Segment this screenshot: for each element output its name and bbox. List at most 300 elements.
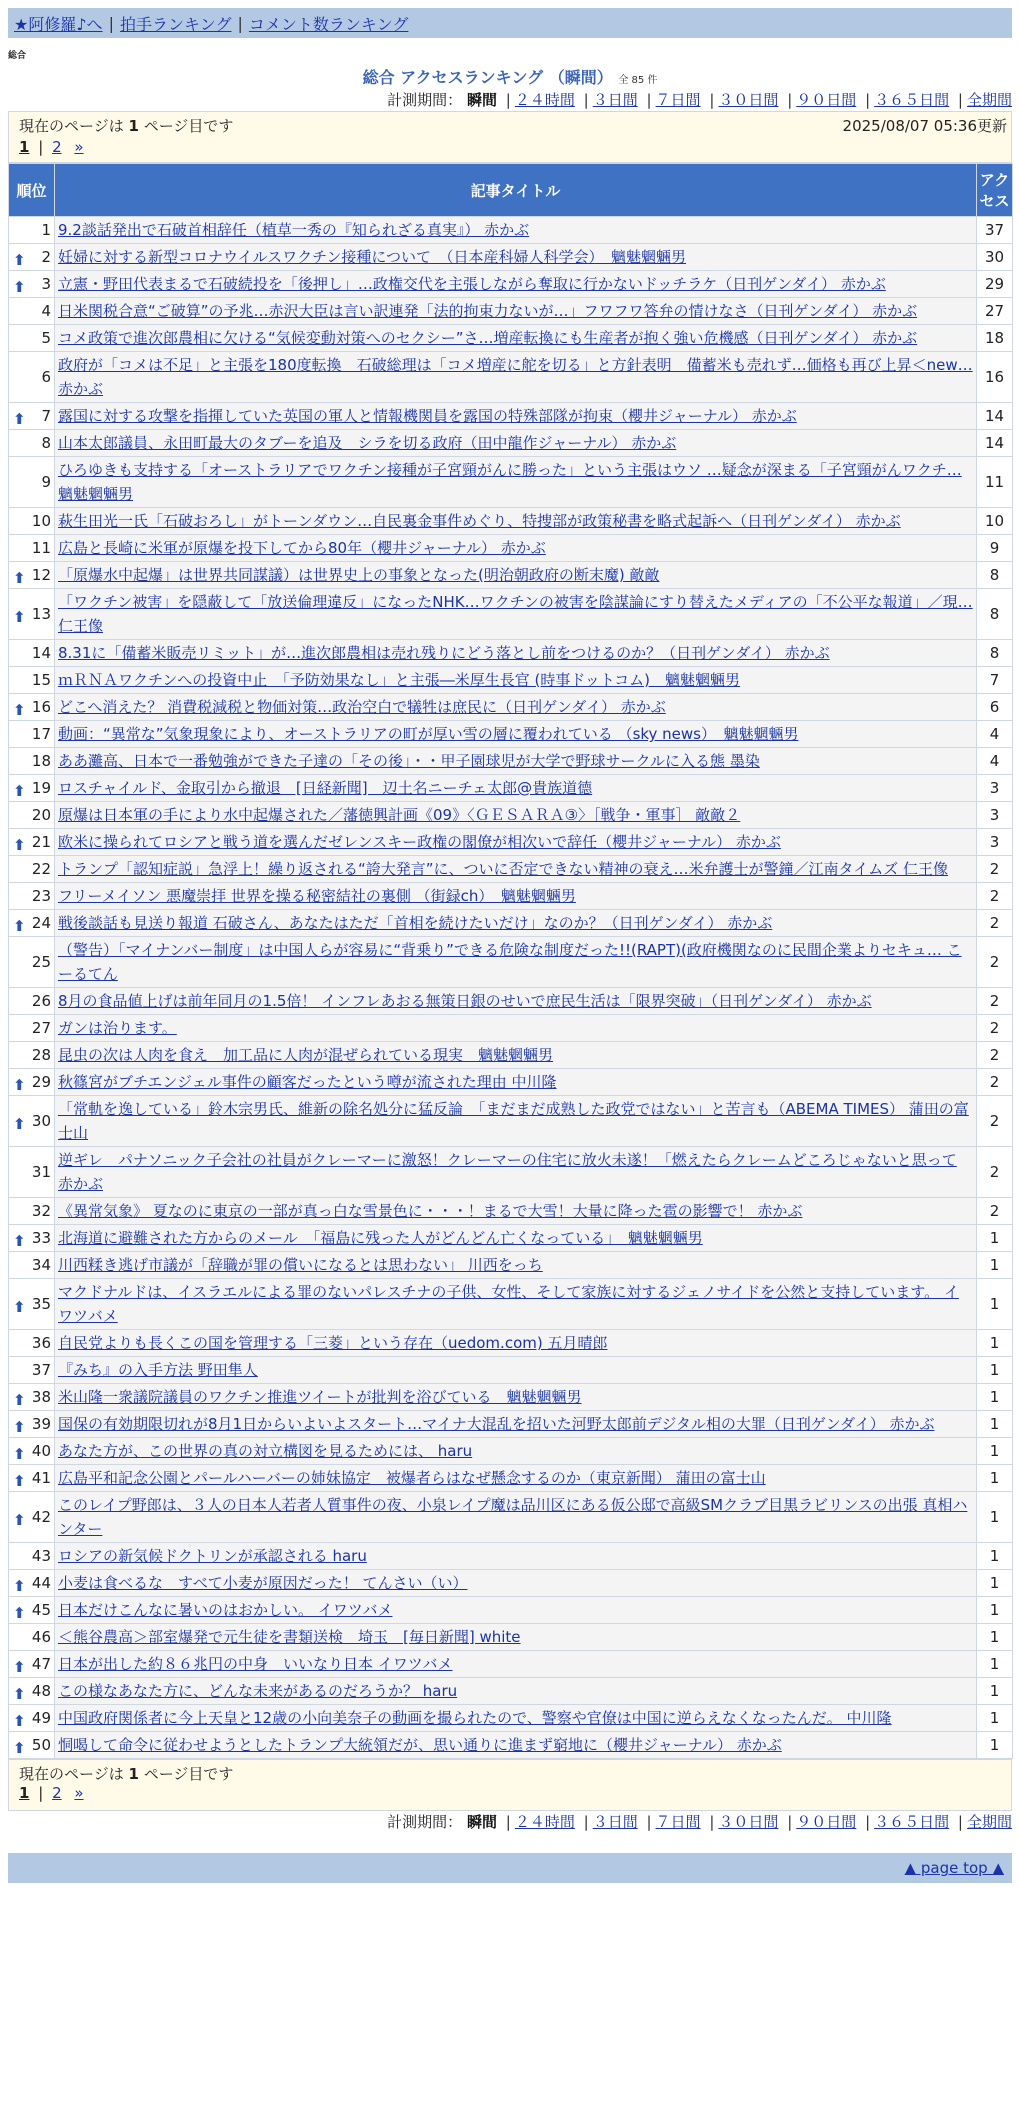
table-row [9, 217, 1013, 244]
article-link[interactable]: 小麦は食べるな すべて小麦が原因だった！ てんさい（い） [58, 1574, 468, 1592]
rank-cell [9, 829, 55, 856]
rank-cell [9, 748, 55, 775]
article-link[interactable]: 日米関税合意“ご破算”の予兆…赤沢大臣は言い訳連発「法的拘束力ないが…」フワフワ答弁の情けなさ（日刊ゲンダイ） 赤かぶ [58, 302, 918, 320]
rank-cell [9, 856, 55, 883]
access-count: 8 [977, 589, 1013, 640]
title-cell [55, 244, 977, 271]
rank-cell [9, 271, 55, 298]
page-info-bottom [8, 1759, 1012, 1811]
title-cell [55, 1678, 977, 1705]
rank-up-arrow-icon: ⬆ [13, 1658, 26, 1676]
table-row [9, 802, 1013, 829]
article-link[interactable]: 米山隆一衆議院議員のワクチン推進ツイートが批判を浴びている 魑魅魍魎男 [58, 1388, 582, 1406]
applause-ranking-link[interactable]: 拍手ランキング [119, 14, 232, 34]
table-row [9, 535, 1013, 562]
access-count: 1 [977, 1705, 1013, 1732]
table-row [9, 271, 1013, 298]
rank-cell [9, 430, 55, 457]
table-row [9, 829, 1013, 856]
title-cell [55, 694, 977, 721]
rank-number: 17 [31, 725, 51, 743]
table-row [9, 244, 1013, 271]
rank-up-arrow-icon: ⬆ [13, 1685, 26, 1703]
table-row [9, 1465, 1013, 1492]
pager-top: 1 | 2 » [19, 138, 84, 156]
rank-cell [9, 1438, 55, 1465]
rank-cell [9, 721, 55, 748]
title-cell [55, 1597, 977, 1624]
title-cell [55, 1411, 977, 1438]
title-cell [55, 1279, 977, 1330]
article-link[interactable]: 8.31に「備蓄米販売リミット」が…進次郎農相は売れ残りにどう落とし前をつけるのか？（日刊ゲンダイ） 赤かぶ [58, 644, 830, 662]
access-count: 2 [977, 910, 1013, 937]
title-cell [55, 1438, 977, 1465]
rank-number: 20 [31, 806, 51, 824]
table-row [9, 1705, 1013, 1732]
article-link[interactable]: フリーメイソン 悪魔崇拝 世界を操る秘密結社の裏側 （街録ch） 魑魅魍魎男 [58, 887, 576, 905]
title-cell [55, 1384, 977, 1411]
table-row [9, 1042, 1013, 1069]
article-link[interactable]: 逆ギレ パナソニック子会社の社員がクレーマーに激怒！クレーマーの住宅に放火未遂！「燃えたらクレームどころじゃないと思って 赤かぶ [58, 1151, 957, 1193]
access-count: 1 [977, 1225, 1013, 1252]
article-link[interactable]: 日本だけこんなに暑いのはおかしい。 イワツバメ [58, 1601, 393, 1619]
access-count: 2 [977, 988, 1013, 1015]
rank-cell [9, 1651, 55, 1678]
period-link-30d-bottom[interactable]: ３０日間 [718, 1813, 779, 1831]
article-link[interactable]: （警告）「マイナンバー制度」は中国人らが容易に“背乗り”できる危険な制度だった!!(RAPT)(政府機関なのに民間企業よりセキュ… こーるてん [58, 941, 962, 983]
title-cell [55, 1198, 977, 1225]
rank-number: 2 [41, 248, 51, 266]
rank-number: 8 [41, 434, 51, 452]
rank-number: 32 [31, 1202, 51, 1220]
title-cell [55, 829, 977, 856]
rank-number: 18 [31, 752, 51, 770]
rank-number: 28 [31, 1046, 51, 1064]
title-cell [55, 1492, 977, 1543]
rank-up-arrow-icon: ⬆ [13, 1577, 26, 1595]
table-row [9, 721, 1013, 748]
title-cell [55, 562, 977, 589]
updated-timestamp: 2025/08/07 05:36更新 [842, 117, 1007, 135]
article-link[interactable]: 中国政府関係者に今上天皇と12歳の小向美奈子の動画を撮られたので、警察や官僚は中国に逆らえなくなったんだ。 中川隆 [58, 1709, 892, 1727]
period-link-7d-bottom[interactable]: ７日間 [655, 1813, 701, 1831]
title-cell [55, 535, 977, 562]
access-count: 1 [977, 1438, 1013, 1465]
page-info-top [8, 111, 1012, 163]
title-cell [55, 802, 977, 829]
article-link[interactable]: 欧米に操られてロシアと戦う道を選んだゼレンスキー政権の閣僚が相次いで辞任（櫻井ジャーナル） 赤かぶ [58, 833, 781, 851]
rank-cell [9, 589, 55, 640]
rank-number: 46 [31, 1628, 51, 1646]
article-link[interactable]: 政府が「コメは不足」と主張を180度転換 石破総理は「コメ増産に舵を切る」と方針表明 備蓄米も売れず…価格も再び上昇＜new… 赤かぶ [58, 356, 973, 398]
rank-up-arrow-icon: ⬆ [13, 1391, 26, 1409]
article-link[interactable]: 《異常気象》 夏なのに東京の一部が真っ白な雪景色に・・・！まるで大雪！大量に降った雹の影響で！ 赤かぶ [58, 1202, 803, 1220]
rank-cell [9, 667, 55, 694]
title-cell [55, 589, 977, 640]
table-row [9, 298, 1013, 325]
article-link[interactable]: 秋篠宮がブチエンジェル事件の顧客だったという噂が流された理由 中川隆 [58, 1073, 557, 1091]
col-title: 記事タイトル [55, 164, 977, 217]
period-link-3d-bottom[interactable]: ３日間 [592, 1813, 638, 1831]
access-count: 2 [977, 1096, 1013, 1147]
rank-up-arrow-icon: ⬆ [13, 569, 26, 587]
access-count: 29 [977, 271, 1013, 298]
article-link[interactable]: 昆虫の次は人肉を食え 加工品に人肉が混ぜられている現実 魑魅魍魎男 [58, 1046, 554, 1064]
rank-cell [9, 1465, 55, 1492]
rank-cell [9, 802, 55, 829]
access-count: 1 [977, 1252, 1013, 1279]
rank-cell [9, 1732, 55, 1759]
access-count: 3 [977, 775, 1013, 802]
page-status: 現在のページは 1 ページ目です [19, 117, 234, 135]
title-cell [55, 1732, 977, 1759]
article-link[interactable]: 9.2談話発出で石破首相辞任（植草一秀の『知られざる真実』） 赤かぶ [58, 221, 530, 239]
period-link-all-bottom[interactable]: 全期間 [966, 1813, 1012, 1831]
table-row [9, 1492, 1013, 1543]
rank-number: 42 [31, 1508, 51, 1526]
article-link[interactable]: 山本太郎議員、永田町最大のタブーを追及 シラを切る政府（田中龍作ジャーナル） 赤かぶ [58, 434, 677, 452]
title-cell [55, 1705, 977, 1732]
rank-cell [9, 1069, 55, 1096]
title-cell [55, 856, 977, 883]
title-cell [55, 1543, 977, 1570]
table-row [9, 1330, 1013, 1357]
table-row [9, 883, 1013, 910]
article-link[interactable]: 広島平和記念公園とパールハーバーの姉妹協定 被爆者らはなぜ懸念するのか（東京新聞） 蒲田の富士山 [58, 1469, 766, 1487]
rank-cell [9, 403, 55, 430]
article-link[interactable]: ひろゆきも支持する「オーストラリアでワクチン接種が子宮頸がんに勝った」という主張はウソ …疑念が深まる「子宮頸がんワクチ… 魑魅魍魎男 [58, 461, 962, 503]
table-row [9, 403, 1013, 430]
rank-number: 27 [31, 1019, 51, 1037]
table-row [9, 1678, 1013, 1705]
table-row [9, 1651, 1013, 1678]
title-cell [55, 508, 977, 535]
comment-ranking-link[interactable]: コメント数ランキング [248, 14, 409, 34]
table-row [9, 1225, 1013, 1252]
period-link-7d[interactable]: ７日間 [655, 91, 701, 109]
access-count: 2 [977, 1069, 1013, 1096]
access-count: 2 [977, 1147, 1013, 1198]
rank-number: 12 [31, 566, 51, 584]
access-count: 9 [977, 535, 1013, 562]
article-link[interactable]: ｍＲＮＡワクチンへの投資中止 「予防効果なし」と主張―米厚生長官 (時事ドットコム) 魑魅魍魎男 [58, 671, 741, 689]
table-row [9, 352, 1013, 403]
title-cell [55, 1624, 977, 1651]
rank-up-arrow-icon: ⬆ [13, 1511, 26, 1529]
rank-cell [9, 1198, 55, 1225]
access-count: 1 [977, 1465, 1013, 1492]
period-link-30d[interactable]: ３０日間 [718, 91, 779, 109]
rank-cell [9, 1543, 55, 1570]
rank-cell [9, 562, 55, 589]
title-cell [55, 1096, 977, 1147]
rank-cell [9, 910, 55, 937]
rank-cell [9, 1492, 55, 1543]
rank-number: 7 [41, 407, 51, 425]
rank-cell [9, 217, 55, 244]
rank-number: 1 [41, 221, 51, 239]
rank-cell [9, 1042, 55, 1069]
article-link[interactable]: このレイプ野郎は、３人の日本人若者人質事件の夜、小泉レイプ魔は品川区にある仮公邸で高級SMクラブ目黒ラビリンスの出張 真相ハンター [58, 1496, 968, 1538]
rank-cell [9, 640, 55, 667]
table-row [9, 508, 1013, 535]
table-row [9, 988, 1013, 1015]
access-count: 1 [977, 1678, 1013, 1705]
rank-cell [9, 1624, 55, 1651]
title-cell [55, 217, 977, 244]
article-link[interactable]: マクドナルドは、イスラエルによる罪のないパレスチナの子供、女性、そして家族に対するジェノサイドを公然と支持しています。 イワツバメ [58, 1283, 959, 1325]
table-row [9, 1570, 1013, 1597]
rank-cell [9, 1279, 55, 1330]
rank-up-arrow-icon: ⬆ [13, 917, 26, 935]
table-row [9, 325, 1013, 352]
period-link-365d-bottom[interactable]: ３６５日間 [874, 1813, 950, 1831]
access-count: 14 [977, 430, 1013, 457]
pager-bottom: 1 | 2 » [19, 1784, 84, 1802]
table-row [9, 1357, 1013, 1384]
col-access: アクセス [977, 164, 1013, 217]
rank-cell [9, 937, 55, 988]
period-link-90d[interactable]: ９０日間 [796, 91, 857, 109]
title-cell [55, 721, 977, 748]
rank-number: 24 [31, 914, 51, 932]
rank-number: 36 [31, 1334, 51, 1352]
rank-up-arrow-icon: ⬆ [13, 782, 26, 800]
table-row [9, 1543, 1013, 1570]
access-count: 1 [977, 1624, 1013, 1651]
access-count: 8 [977, 640, 1013, 667]
article-link[interactable]: ＜熊谷農高＞部室爆発で元生徒を書類送検 埼玉 [毎日新聞] white [58, 1628, 521, 1646]
period-link-24h[interactable]: ２４時間 [514, 91, 575, 109]
article-link[interactable]: 広島と長崎に米軍が原爆を投下してから80年（櫻井ジャーナル） 赤かぶ [58, 539, 546, 557]
rank-cell [9, 1570, 55, 1597]
table-row [9, 1732, 1013, 1759]
rank-number: 37 [31, 1361, 51, 1379]
rank-cell [9, 298, 55, 325]
total-count: 全 85 件 [618, 75, 658, 86]
rank-number: 34 [31, 1256, 51, 1274]
article-link[interactable]: 日本が出した約８６兆円の中身 いいなり日本 イワツバメ [58, 1655, 453, 1673]
article-link[interactable]: この様なあなた方に、どんな未来があるのだろうか？ haru [58, 1682, 458, 1700]
period-label: 計測期間： [387, 91, 463, 109]
rank-number: 21 [31, 833, 51, 851]
access-count: 1 [977, 1492, 1013, 1543]
rank-cell [9, 1597, 55, 1624]
rank-number: 43 [31, 1547, 51, 1565]
rank-number: 26 [31, 992, 51, 1010]
title-cell [55, 1330, 977, 1357]
rank-number: 30 [31, 1112, 51, 1130]
access-count: 2 [977, 856, 1013, 883]
rank-cell [9, 1252, 55, 1279]
article-link[interactable]: トランプ「認知症説」急浮上！繰り返される“誇大発言”に、ついに否定できない精神の衰え…米弁護士が警鐘／江南タイムズ 仁王像 [58, 860, 949, 878]
rank-number: 4 [41, 302, 51, 320]
access-count: 1 [977, 1384, 1013, 1411]
access-count: 1 [977, 1570, 1013, 1597]
access-count: 27 [977, 298, 1013, 325]
table-row [9, 430, 1013, 457]
period-link-3d[interactable]: ３日間 [592, 91, 638, 109]
table-row [9, 937, 1013, 988]
rank-cell [9, 775, 55, 802]
rank-number: 11 [31, 539, 51, 557]
rank-cell [9, 694, 55, 721]
rank-up-arrow-icon: ⬆ [13, 1445, 26, 1463]
section-label: 総合 [8, 51, 27, 61]
pager-next-bottom[interactable]: » [74, 1784, 84, 1802]
rank-number: 33 [31, 1229, 51, 1247]
rank-cell [9, 1384, 55, 1411]
access-count: 4 [977, 748, 1013, 775]
table-row [9, 640, 1013, 667]
title-cell [55, 1069, 977, 1096]
ranking-table [8, 163, 1013, 1759]
rank-cell [9, 1147, 55, 1198]
title-cell [55, 910, 977, 937]
rank-number: 19 [31, 779, 51, 797]
title-cell [55, 352, 977, 403]
article-link[interactable]: 妊婦に対する新型コロナウイルスワクチン接種について （日本産科婦人科学会） 魑魅魍魎男 [58, 248, 687, 266]
rank-number: 40 [31, 1442, 51, 1460]
article-link[interactable]: 露国に対する攻撃を指揮していた英国の軍人と情報機関員を露国の特殊部隊が拘束（櫻井ジャーナル） 赤かぶ [58, 407, 797, 425]
article-link[interactable]: コメ政策で進次郎農相に欠ける“気候変動対策へのセクシー”さ…増産転換にも生産者が抱く強い危機感（日刊ゲンダイ） 赤かぶ [58, 329, 918, 347]
rank-number: 49 [31, 1709, 51, 1727]
rank-number: 31 [31, 1163, 51, 1181]
table-row [9, 1624, 1013, 1651]
access-count: 11 [977, 457, 1013, 508]
rank-up-arrow-icon: ⬆ [13, 1418, 26, 1436]
top-navigation: ★阿修羅♪へ | 拍手ランキング | コメント数ランキング [8, 8, 1012, 38]
period-link-all[interactable]: 全期間 [966, 91, 1012, 109]
article-link[interactable]: 原爆は日本軍の手により水中起爆された／藩徳興計画《09》〈ＧＥＳＡＲＡ③〉［戦争・軍事］ 敵敵２ [58, 806, 741, 824]
rank-number: 47 [31, 1655, 51, 1673]
access-count: 3 [977, 829, 1013, 856]
rank-cell [9, 1330, 55, 1357]
title-cell [55, 403, 977, 430]
table-row [9, 589, 1013, 640]
access-count: 2 [977, 937, 1013, 988]
article-link[interactable]: 萩生田光一氏「石破おろし」がトーンダウン…自民裏金事件めぐり、特捜部が政策秘書を略式起訴へ（日刊ゲンダイ） 赤かぶ [58, 512, 901, 530]
article-link[interactable]: 「原爆水中起爆」は世界共同謀議）は世界史上の事象となった(明治朝政府の断末魔) 敵敵 [58, 566, 660, 584]
access-count: 2 [977, 1198, 1013, 1225]
title-cell [55, 775, 977, 802]
table-row [9, 910, 1013, 937]
article-link[interactable]: どこへ消えた？ 消費税減税と物価対策…政治空白で犠牲は庶民に（日刊ゲンダイ） 赤かぶ [58, 698, 666, 716]
article-link[interactable]: 立憲・野田代表まるで石破続投を「後押し」…政権交代を主張しながら奪取に行かないドッチラケ（日刊ゲンダイ） 赤かぶ [58, 275, 886, 293]
table-row [9, 562, 1013, 589]
rank-cell [9, 1225, 55, 1252]
rank-up-arrow-icon: ⬆ [13, 1115, 26, 1133]
article-link[interactable]: 国保の有効期限切れが8月1日からいよいよスタート…マイナ大混乱を招いた河野太郎前デジタル相の大罪（日刊ゲンダイ） 赤かぶ [58, 1415, 935, 1433]
rank-cell [9, 508, 55, 535]
period-link-24h-bottom[interactable]: ２４時間 [514, 1813, 575, 1831]
rank-number: 48 [31, 1682, 51, 1700]
title-cell [55, 1147, 977, 1198]
article-link[interactable]: ああ灘高、日本で一番勉強ができた子達の「その後」・・甲子園球児が大学で野球サークルに入る態 墨染 [58, 752, 760, 770]
article-link[interactable]: ロスチャイルド、金取引から撤退 [日経新聞] 辺土名ニーチェ太郎@貴族道德 [58, 779, 593, 797]
article-link[interactable]: 「常軌を逸している」鈴木宗男氏、維新の除名処分に猛反論 「まだまだ成熟した政党ではない」と苦言も（ABEMA TIMES） 蒲田の富士山 [58, 1100, 969, 1142]
period-link-90d-bottom[interactable]: ９０日間 [796, 1813, 857, 1831]
access-count: 2 [977, 1015, 1013, 1042]
access-count: 1 [977, 1597, 1013, 1624]
page-title [0, 67, 1020, 89]
article-link[interactable]: 「ワクチン被害」を隠蔽して「放送倫理違反」になったNHK…ワクチンの被害を陰謀論にすり替えたメディアの「不公平な報道」／現… 仁王像 [58, 593, 973, 635]
title-cell [55, 1252, 977, 1279]
table-row [9, 1597, 1013, 1624]
article-link[interactable]: 北海道に避難された方からのメール 「福島に残った人がどんどん亡くなっている」 魑魅魍魎男 [58, 1229, 703, 1247]
article-link[interactable]: ガンは治ります。 [58, 1019, 177, 1037]
rank-up-arrow-icon: ⬆ [13, 1472, 26, 1490]
rank-number: 29 [31, 1073, 51, 1091]
rank-cell [9, 457, 55, 508]
table-row [9, 667, 1013, 694]
access-count: 1 [977, 1411, 1013, 1438]
rank-cell [9, 352, 55, 403]
page-title-text: 総合 アクセスランキング （瞬間） [362, 68, 613, 87]
access-count: 1 [977, 1357, 1013, 1384]
article-link[interactable]: 『みち』の入手方法 野田隼人 [58, 1361, 258, 1379]
rank-cell [9, 325, 55, 352]
access-count: 30 [977, 244, 1013, 271]
article-link[interactable]: 川西糅き逃げ市議が「辞職が罪の償いになるとは思わない」 川西をっち [58, 1256, 543, 1274]
rank-number: 41 [31, 1469, 51, 1487]
pager-page-2-bottom[interactable]: 2 [52, 1784, 62, 1802]
access-count: 1 [977, 1732, 1013, 1759]
article-link[interactable]: 戦後談話も見送り報道 石破さん、あなたはただ「首相を続けたいだけ」なのか？（日刊ゲンダイ） 赤かぶ [58, 914, 773, 932]
article-link[interactable]: 恫喝して命令に従わせようとしたトランプ大統領だが、思い通りに進まず窮地に（櫻井ジャーナル） 赤かぶ [58, 1736, 782, 1754]
article-link[interactable]: 8月の食品値上げは前年同月の1.5倍！ インフレあおる無策日銀のせいで庶民生活は「限界突破」（日刊ゲンダイ） 赤かぶ [58, 992, 872, 1010]
home-link[interactable]: ★阿修羅♪へ [14, 14, 103, 34]
rank-number: 16 [31, 698, 51, 716]
rank-number: 25 [31, 953, 51, 971]
pager-next[interactable]: » [74, 138, 84, 156]
access-count: 2 [977, 1042, 1013, 1069]
access-count: 8 [977, 562, 1013, 589]
rank-cell [9, 1096, 55, 1147]
table-header [9, 164, 1013, 217]
access-count: 3 [977, 802, 1013, 829]
rank-cell [9, 1678, 55, 1705]
rank-cell [9, 1357, 55, 1384]
table-row [9, 1279, 1013, 1330]
rank-up-arrow-icon: ⬆ [13, 1076, 26, 1094]
title-cell [55, 298, 977, 325]
access-count: 7 [977, 667, 1013, 694]
rank-cell [9, 1411, 55, 1438]
rank-up-arrow-icon: ⬆ [13, 1232, 26, 1250]
title-cell [55, 667, 977, 694]
access-count: 1 [977, 1543, 1013, 1570]
article-link[interactable]: あなた方が、この世界の真の対立構図を見るためには、 haru [58, 1442, 473, 1460]
title-cell [55, 937, 977, 988]
access-count: 6 [977, 694, 1013, 721]
table-row [9, 1411, 1013, 1438]
pager-page-2[interactable]: 2 [52, 138, 62, 156]
article-link[interactable]: 自民党よりも長くこの国を管理する「三菱」という存在（uedom.com) 五月晴郎 [58, 1334, 608, 1352]
article-link[interactable]: ロシアの新気候ドクトリンが承認される haru [58, 1547, 367, 1565]
title-cell [55, 1225, 977, 1252]
access-count: 1 [977, 1330, 1013, 1357]
rank-number: 44 [31, 1574, 51, 1592]
table-row [9, 748, 1013, 775]
article-link[interactable]: 動画：“異常な”気象現象により、オーストラリアの町が厚い雪の層に覆われている （sky news） 魑魅魍魎男 [58, 725, 799, 743]
page-top-link[interactable]: ▲ page top ▲ [904, 1859, 1004, 1877]
title-cell [55, 640, 977, 667]
title-cell [55, 271, 977, 298]
access-count: 18 [977, 325, 1013, 352]
period-link-365d[interactable]: ３６５日間 [874, 91, 950, 109]
title-cell [55, 1651, 977, 1678]
